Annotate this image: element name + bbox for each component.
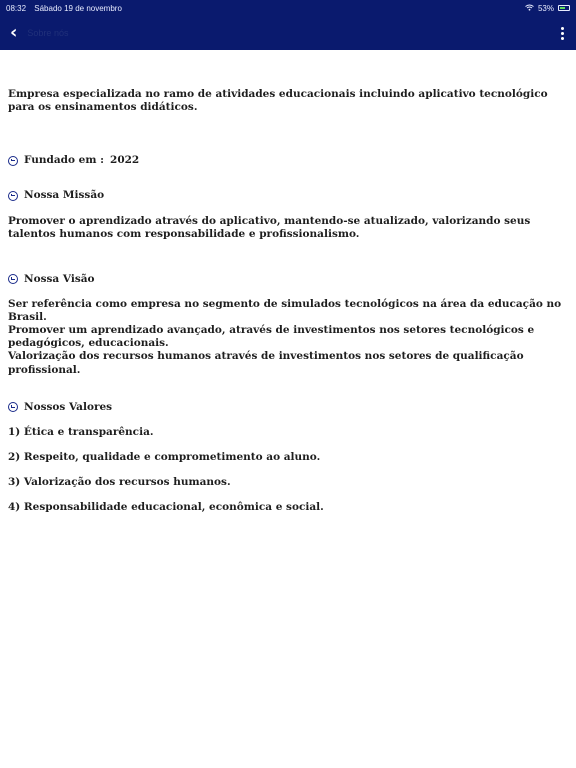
value-item: 2) Respeito, qualidade e comprometimento ao aluno. [8, 450, 321, 463]
battery-percent: 53% [537, 3, 554, 13]
status-right [525, 4, 570, 13]
vision-section [8, 273, 568, 377]
nav-bar [0, 16, 576, 50]
about-content [0, 50, 576, 514]
mission-title: Nossa Missão [24, 189, 105, 202]
battery-icon [558, 5, 570, 11]
status-time: 08:32 [6, 3, 27, 13]
status-date: Sábado 19 de novembro [34, 3, 122, 13]
mission-title-row [8, 189, 568, 202]
intro-text: Empresa especializada no ramo de atividades educacionais incluindo aplicativo tecnológico para os ensinamentos didáticos. [8, 88, 548, 114]
vision-title: Nossa Visão [24, 272, 95, 285]
status-bar [0, 0, 576, 16]
values-title-row [8, 401, 568, 414]
founded-year: 2022 [110, 154, 140, 167]
clock-icon [8, 156, 18, 166]
status-left [6, 4, 128, 13]
vision-line: Ser referência como empresa no segmento de simulados tecnológicos na área da educação no Brasil. [8, 297, 562, 323]
value-item: 1) Ética e transparência. [8, 425, 154, 438]
clock-icon [8, 402, 18, 412]
values-list [8, 426, 568, 515]
vision-line: Valorização dos recursos humanos através de investimentos nos setores de qualificação profissional. [8, 350, 524, 376]
value-item: 3) Valorização dos recursos humanos. [8, 476, 231, 488]
vision-title-row [8, 273, 568, 286]
vision-text [8, 298, 568, 377]
back-chevron-icon[interactable]: ‹ [10, 22, 18, 43]
clock-icon [8, 191, 18, 201]
mission-text: Promover o aprendizado através do aplicativo, mantendo-se atualizado, valorizando seus talentos humanos com responsabilidade e profissionalismo. [8, 214, 531, 240]
clock-icon [8, 274, 18, 284]
more-vertical-icon[interactable] [559, 23, 566, 44]
values-title: Nossos Valores [24, 400, 113, 413]
nav-left [10, 24, 68, 42]
vision-line: Promover um aprendizado avançado, através de investimentos nos setores tecnológicos e pedagógicos, educacionais. [8, 324, 535, 350]
founded-row [8, 154, 568, 167]
nav-title: Sobre nós [27, 28, 69, 38]
founded-label: Fundado em : [24, 154, 105, 167]
app-header [0, 0, 576, 50]
value-item: 4) Responsabilidade educacional, econômica e social. [8, 501, 324, 514]
wifi-icon [525, 4, 534, 13]
